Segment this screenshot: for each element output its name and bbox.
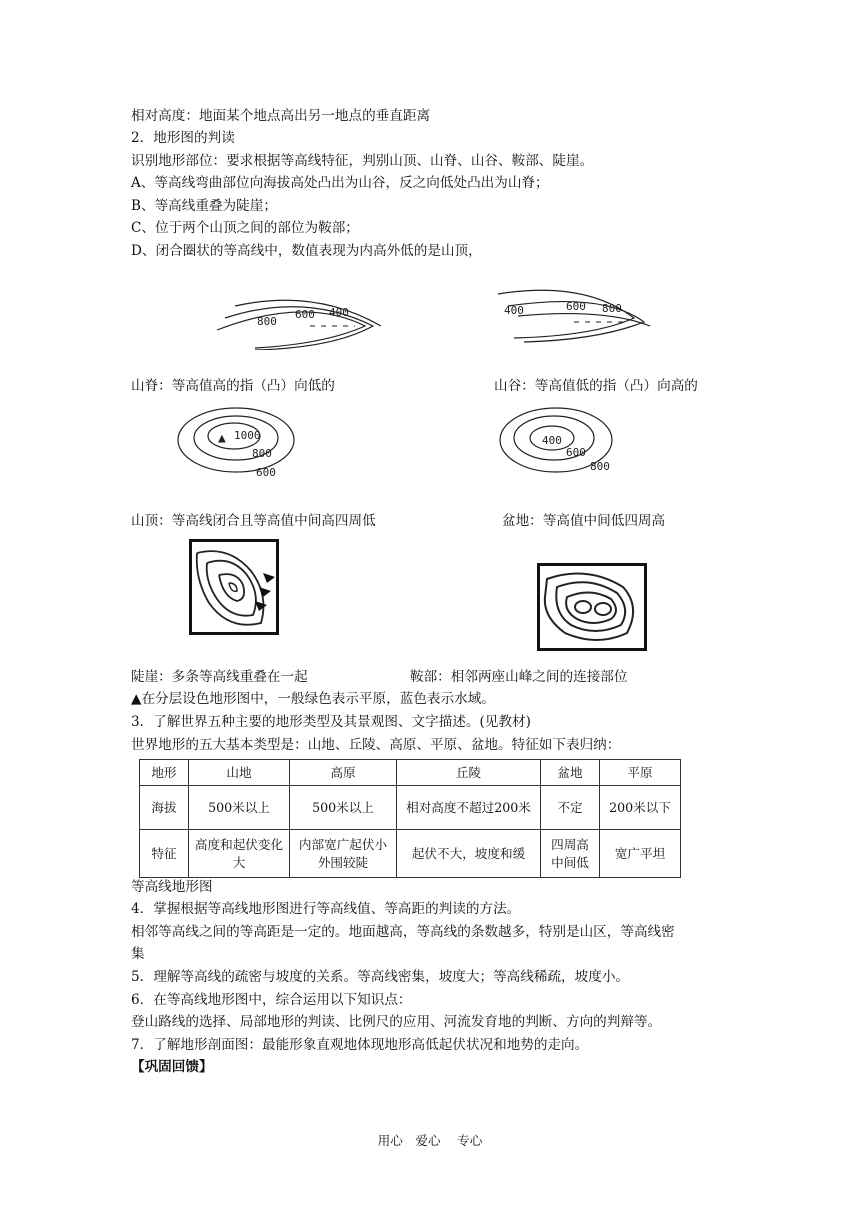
terrain-types-table [139,759,681,878]
section-6-title: 6．在等高线地形图中，综合运用以下知识点： [131,992,412,1008]
section-2-title: 2．地形图的判读 [131,130,235,146]
section-4-body-2: 集 [131,946,145,962]
table-cell: 内部宽广起伏小外围较陡 [290,830,397,878]
section-6-body: 登山路线的选择、局部地形的判读、比例尺的应用、河流发育地的判断、方向的判辩等。 [131,1014,662,1030]
peak-triangle-icon: ▲ [218,431,226,446]
basin-label-800: 800 [590,460,610,473]
table-header-cell: 丘陵 [397,760,541,786]
table-row [140,830,681,878]
table-cell: 500米以上 [290,786,397,830]
table-row [140,786,681,830]
peak-label-800: 800 [252,447,272,460]
saddle-contour-figure [537,563,647,651]
contour-map-label: 等高线地形图 [131,879,213,895]
ridge-label-600: 600 [295,308,315,321]
table-cell: 特征 [140,830,189,878]
note-layered-colors: ▲在分层设色地形图中，一般绿色表示平原，蓝色表示水域。 [131,691,495,707]
peak-label-1000: 1000 [234,429,261,442]
ridge-label-800: 800 [257,315,277,328]
page-footer: 用心 爱心 专心 [377,1133,483,1148]
table-header-cell: 高原 [290,760,397,786]
item-a: A、等高线弯曲部位向海拔高处凸出为山谷，反之向低处凸出为山脊； [131,175,549,191]
valley-caption: 山谷：等高值低的指（凸）向高的 [494,378,698,394]
section-7-title: 7．了解地形剖面图：最能形象直观地体现地形高低起伏状况和地势的走向。 [131,1037,589,1053]
section-4-body-1: 相邻等高线之间的等高距是一定的。地面越高，等高线的条数越多，特别是山区，等高线密 [131,924,675,940]
saddle-caption: 鞍部：相邻两座山峰之间的连接部位 [410,669,628,685]
peak-caption: 山顶：等高线闭合且等高值中间高四周低 [131,513,376,529]
section-5-title: 5．理解等高线的疏密与坡度的关系。等高线密集，坡度大；等高线稀疏，坡度小。 [131,969,630,985]
ridge-contour-figure [215,288,385,350]
peak-contour-figure [174,402,304,484]
ridge-label-400: 400 [329,306,349,319]
cliff-caption: 陡崖：多条等高线重叠在一起 [131,669,308,685]
table-header-cell: 地形 [140,760,189,786]
basin-caption: 盆地：等高值中间低四周高 [502,513,666,529]
table-cell: 宽广平坦 [600,830,681,878]
section-3-intro: 世界地形的五大基本类型是：山地、丘陵、高原、平原、盆地。特征如下表归纳： [131,737,621,753]
peak-label-600: 600 [256,466,276,479]
basin-label-400: 400 [542,434,562,447]
item-d: D、闭合圈状的等高线中，数值表现为内高外低的是山顶， [131,243,482,259]
line-relative-height: 相对高度：地面某个地点高出另一地点的垂直距离 [131,108,431,124]
table-header-row [140,760,681,786]
valley-label-600: 600 [566,300,586,313]
table-cell: 海拔 [140,786,189,830]
table-header-cell: 平原 [600,760,681,786]
valley-label-400: 400 [504,304,524,317]
basin-label-600: 600 [566,446,586,459]
valley-contour-figure [494,282,654,344]
ridge-caption: 山脊：等高值高的指（凸）向低的 [131,378,335,394]
item-c: C、位于两个山顶之间的部位为鞍部； [131,220,359,236]
table-cell: 起伏不大，坡度和缓 [397,830,541,878]
table-cell: 200米以下 [600,786,681,830]
table-cell: 500米以上 [189,786,290,830]
section-4-title: 4．掌握根据等高线地形图进行等高线值、等高距的判读的方法。 [131,901,521,917]
table-header-cell: 山地 [189,760,290,786]
section-3-title: 3．了解世界五种主要的地形类型及其景观图、文字描述。(见教材) [131,714,531,730]
valley-label-800: 800 [602,302,622,315]
cliff-contour-figure [189,539,279,635]
basin-contour-figure [496,402,626,484]
consolidate-heading: 【巩固回馈】 [131,1059,213,1075]
table-cell: 相对高度不超过200米 [397,786,541,830]
item-b: B、等高线重叠为陡崖； [131,198,277,214]
table-cell: 不定 [541,786,600,830]
table-header-cell: 盆地 [541,760,600,786]
table-cell: 高度和起伏变化大 [189,830,290,878]
section-2-intro: 识别地形部位：要求根据等高线特征，判别山顶、山脊、山谷、鞍部、陡崖。 [131,153,594,169]
table-cell: 四周高中间低 [541,830,600,878]
